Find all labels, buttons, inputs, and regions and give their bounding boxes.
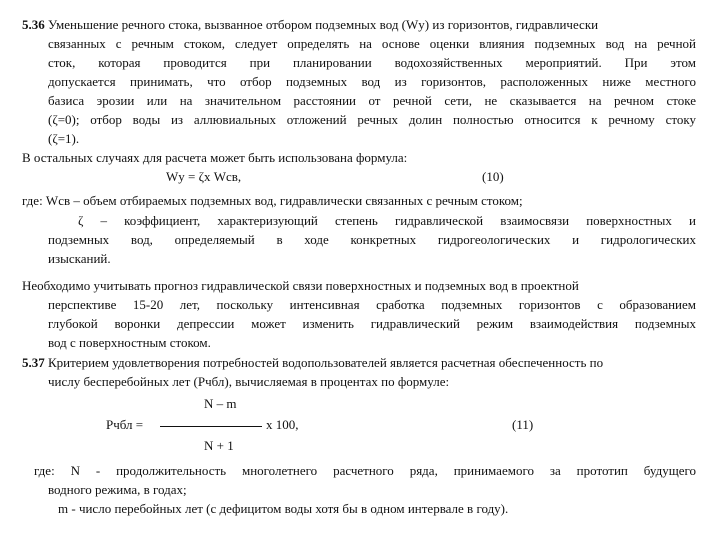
clause-5-36-line-1 xyxy=(22,16,700,34)
formula-11-lhs: Рчбл = xyxy=(106,417,144,432)
formula-10: Wу = ζх Wсв, xyxy=(166,169,242,184)
clause-5-37-line-2: числу бесперебойных лет (Рчбл), вычисляемая в процентах по формуле: xyxy=(48,374,450,389)
formula-intro: В остальных случаях для расчета может быть использована формула: xyxy=(22,150,408,165)
where-zeta-line-3: изысканий. xyxy=(48,251,111,266)
forecast-line-4: вод с поверхностным стоком. xyxy=(48,335,211,350)
clause-5-36-line-6: (ζ=0); отбор воды из аллювиальных отложений речных долин полностью относится к речному стоку xyxy=(48,112,696,127)
formula-11-number: (11) xyxy=(512,417,534,432)
formula-11-denominator: N + 1 xyxy=(204,438,234,453)
where-zeta-line-2: подземных вод, определяемый в ходе конкретных гидрогеологических и гидрологических xyxy=(48,232,696,247)
clause-5-36-line-3: сток, которая проводится при планировании водохозяйственных мероприятий. При этом xyxy=(48,55,696,70)
clause-text: Критерием удовлетворения потребностей водопользователей является расчетная обеспеченность по xyxy=(48,355,604,370)
forecast-line-3: глубокой воронки депрессии может изменить гидравлический режим взаимодействия подземных xyxy=(48,316,696,331)
clause-5-36-line-2: связанных с речным стоком, следует определять на основе оценки влияния подземных вод на речной xyxy=(48,36,696,51)
clause-5-36-line-4: допускается принимать, что отбор подземных вод из горизонтов, расположенных ниже местного xyxy=(48,74,696,89)
formula-11-multiplier: х 100, xyxy=(266,417,299,432)
where-n: где: N - продолжительность многолетнего расчетного ряда, принимаемого за прототип будущего xyxy=(34,463,696,478)
formula-11-numerator: N – m xyxy=(204,396,237,411)
where-wsv: где: Wсв – объем отбираемых подземных вод, гидравлически связанных с речным стоком; xyxy=(22,193,523,208)
clause-number: 5.36 xyxy=(22,17,45,32)
fraction-bar xyxy=(160,426,262,427)
where-n-line-2: водного режима, в годах; xyxy=(48,482,187,497)
where-m: m - число перебойных лет (с дефицитом воды хотя бы в одном интервале в году). xyxy=(58,501,509,516)
where-zeta: ζ – коэффициент, характеризующий степень гидравлической взаимосвязи поверхностных и xyxy=(78,213,696,228)
clause-5-37-line-1 xyxy=(22,354,700,372)
clause-number: 5.37 xyxy=(22,355,45,370)
formula-10-number: (10) xyxy=(482,169,504,184)
forecast-line-2: перспективе 15-20 лет, поскольку интенсивная сработка подземных горизонтов с образованием xyxy=(48,297,696,312)
clause-5-36-line-5: базиса эрозии или на значительном расстоянии от речной сети, не сказывается на речном стоке xyxy=(48,93,696,108)
clause-text: Уменьшение речного стока, вызванное отбором подземных вод (Wу) из горизонтов, гидравлически xyxy=(48,17,599,32)
clause-5-36-line-7: (ζ=1). xyxy=(48,131,80,146)
forecast-line-1: Необходимо учитывать прогноз гидравлической связи поверхностных и подземных вод в проектной xyxy=(22,278,579,293)
